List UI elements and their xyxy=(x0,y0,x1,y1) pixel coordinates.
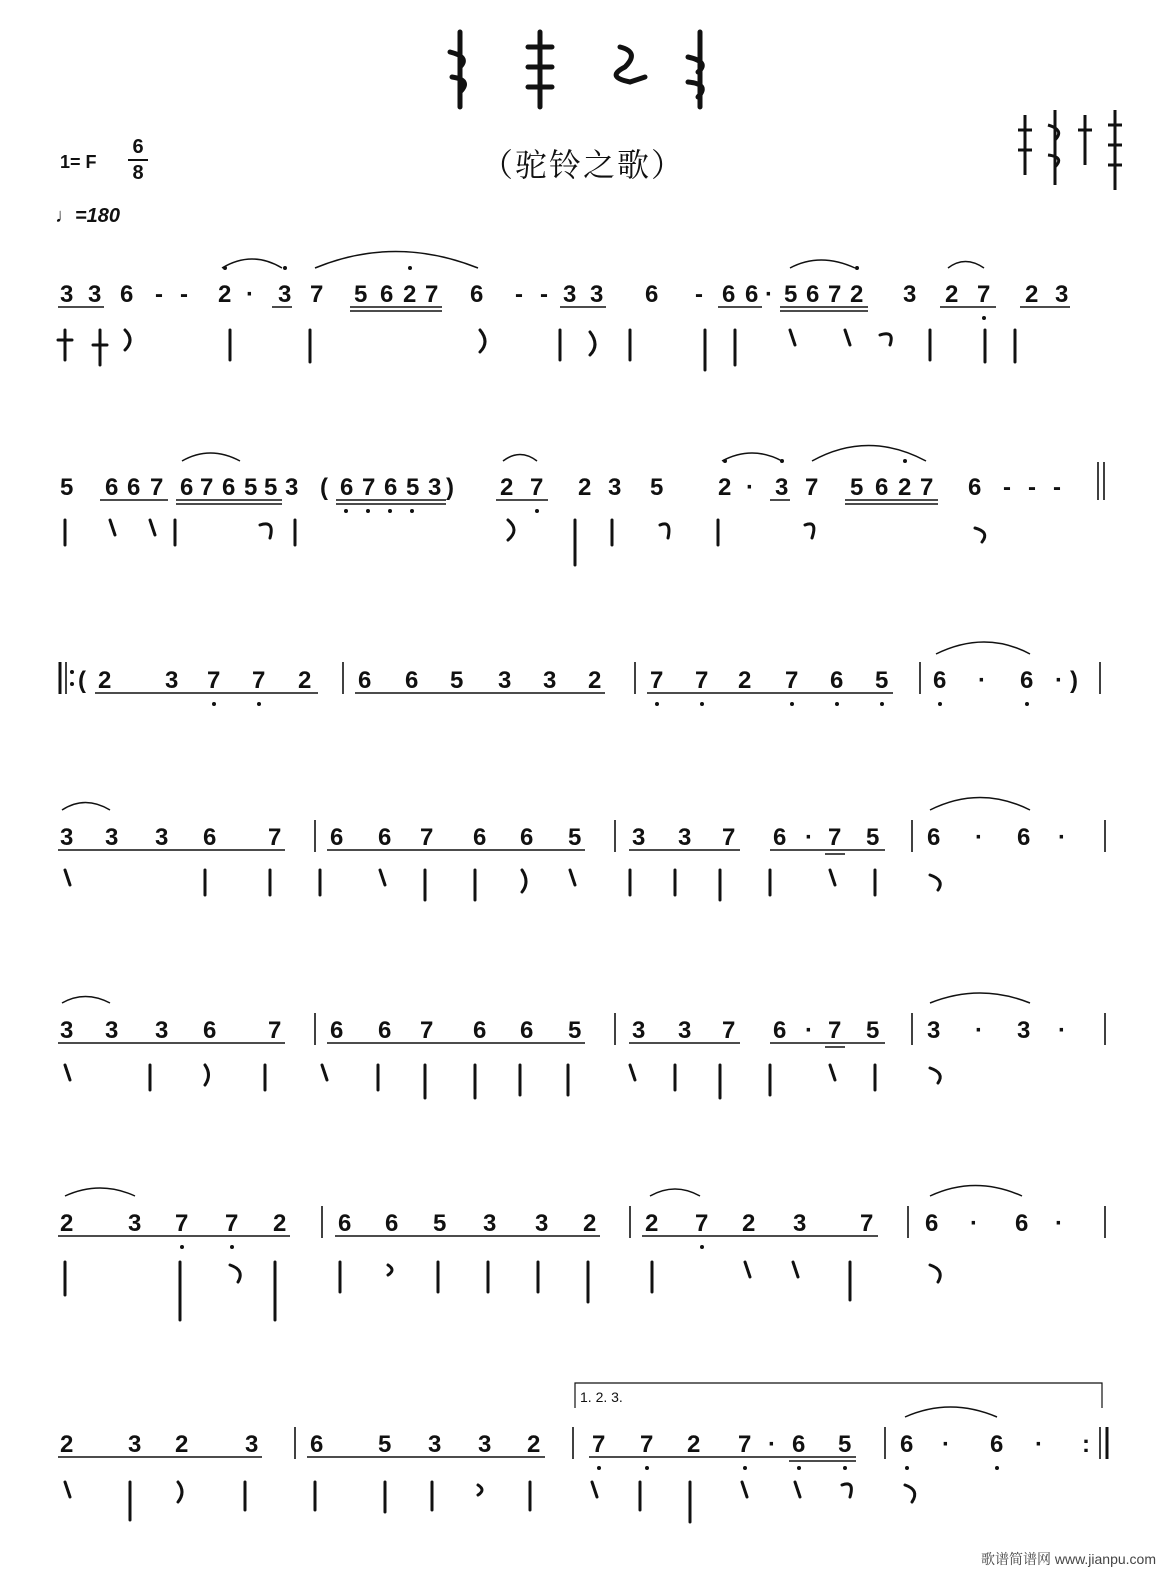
svg-text:3: 3 xyxy=(428,1431,442,1458)
svg-text:3: 3 xyxy=(60,1017,74,1044)
svg-text:3: 3 xyxy=(483,1210,497,1237)
svg-text:2: 2 xyxy=(583,1210,597,1237)
svg-text:6: 6 xyxy=(473,824,487,851)
svg-text:·: · xyxy=(975,824,983,851)
svg-text:3: 3 xyxy=(632,1017,646,1044)
svg-text:6: 6 xyxy=(127,474,141,501)
svg-text:-: - xyxy=(1028,474,1036,501)
svg-text:7: 7 xyxy=(207,667,221,694)
svg-text:6: 6 xyxy=(405,667,419,694)
svg-text:·: · xyxy=(970,1210,978,1237)
svg-text:6: 6 xyxy=(473,1017,487,1044)
svg-text:·: · xyxy=(975,1017,983,1044)
svg-text:3: 3 xyxy=(105,824,119,851)
svg-text:-: - xyxy=(695,281,703,308)
svg-text:2: 2 xyxy=(1025,281,1039,308)
svg-text:6: 6 xyxy=(520,1017,534,1044)
svg-text:·: · xyxy=(768,1431,776,1458)
svg-text:7: 7 xyxy=(592,1431,606,1458)
notation-line-4 xyxy=(60,824,1066,851)
svg-text:5: 5 xyxy=(450,667,464,694)
svg-text:7: 7 xyxy=(650,667,664,694)
notation-line-7 xyxy=(60,1431,1090,1458)
watermark: 歌谱简谱网 www.jianpu.com xyxy=(980,1551,1156,1567)
svg-text:7: 7 xyxy=(425,281,439,308)
svg-text:2: 2 xyxy=(945,281,959,308)
svg-text:3: 3 xyxy=(278,281,292,308)
svg-text:7: 7 xyxy=(828,281,842,308)
svg-text:2: 2 xyxy=(500,474,514,501)
svg-text:·: · xyxy=(1035,1431,1043,1458)
svg-text:6: 6 xyxy=(222,474,236,501)
svg-text:2: 2 xyxy=(60,1210,74,1237)
svg-text:2: 2 xyxy=(60,1431,74,1458)
svg-text:6: 6 xyxy=(990,1431,1004,1458)
svg-text:6: 6 xyxy=(470,281,484,308)
svg-text:6: 6 xyxy=(384,474,398,501)
svg-text:6: 6 xyxy=(330,824,344,851)
svg-text:7: 7 xyxy=(252,667,266,694)
svg-text:6: 6 xyxy=(203,1017,217,1044)
svg-text:·: · xyxy=(746,474,754,501)
svg-text:-: - xyxy=(540,281,548,308)
svg-text:6: 6 xyxy=(1020,667,1034,694)
svg-text:(: ( xyxy=(78,667,86,694)
svg-text:7: 7 xyxy=(977,281,991,308)
svg-text:7: 7 xyxy=(420,1017,434,1044)
notation-line-2 xyxy=(60,474,1061,501)
svg-text:7: 7 xyxy=(420,824,434,851)
svg-text:7: 7 xyxy=(268,1017,282,1044)
svg-text:6: 6 xyxy=(378,1017,392,1044)
svg-text:6: 6 xyxy=(310,1431,324,1458)
svg-text:3: 3 xyxy=(155,824,169,851)
svg-text:5: 5 xyxy=(354,281,368,308)
svg-text:3: 3 xyxy=(155,1017,169,1044)
svg-text:6: 6 xyxy=(180,474,194,501)
notation-line-5 xyxy=(60,1017,1066,1044)
svg-text:-: - xyxy=(515,281,523,308)
svg-text:2: 2 xyxy=(718,474,732,501)
svg-text:): ) xyxy=(446,474,454,501)
svg-text:·: · xyxy=(765,281,773,308)
svg-text:6: 6 xyxy=(773,824,787,851)
svg-text:6: 6 xyxy=(745,281,759,308)
svg-text:6: 6 xyxy=(340,474,354,501)
svg-text:7: 7 xyxy=(722,824,736,851)
svg-text:-: - xyxy=(180,281,188,308)
svg-text:-: - xyxy=(1003,474,1011,501)
svg-text:6: 6 xyxy=(105,474,119,501)
svg-text:3: 3 xyxy=(903,281,917,308)
svg-text:6: 6 xyxy=(1017,824,1031,851)
svg-text:6: 6 xyxy=(773,1017,787,1044)
svg-text:·: · xyxy=(246,281,254,308)
svg-text:3: 3 xyxy=(1017,1017,1031,1044)
volta-label: 1. 2. 3. xyxy=(580,1389,623,1405)
svg-text:3: 3 xyxy=(678,1017,692,1044)
svg-text:5: 5 xyxy=(378,1431,392,1458)
svg-text:3: 3 xyxy=(128,1431,142,1458)
svg-text:2: 2 xyxy=(687,1431,701,1458)
svg-text:2: 2 xyxy=(588,667,602,694)
svg-text:6: 6 xyxy=(385,1210,399,1237)
svg-text:·: · xyxy=(1055,667,1063,694)
svg-text:6: 6 xyxy=(968,474,982,501)
svg-text:2: 2 xyxy=(403,281,417,308)
svg-text:7: 7 xyxy=(860,1210,874,1237)
svg-text:3: 3 xyxy=(563,281,577,308)
svg-text:6: 6 xyxy=(338,1210,352,1237)
svg-text:·: · xyxy=(942,1431,950,1458)
svg-text:6: 6 xyxy=(520,824,534,851)
svg-text:5: 5 xyxy=(784,281,798,308)
svg-text:6: 6 xyxy=(203,824,217,851)
svg-text:6: 6 xyxy=(645,281,659,308)
svg-text:7: 7 xyxy=(920,474,934,501)
svg-text:3: 3 xyxy=(285,474,299,501)
svg-text:3: 3 xyxy=(543,667,557,694)
svg-text:2: 2 xyxy=(273,1210,287,1237)
svg-text:2: 2 xyxy=(98,667,112,694)
svg-text:·: · xyxy=(978,667,986,694)
svg-text:5: 5 xyxy=(264,474,278,501)
svg-text:2: 2 xyxy=(742,1210,756,1237)
svg-text:7: 7 xyxy=(738,1431,752,1458)
svg-text:3: 3 xyxy=(927,1017,941,1044)
svg-text:3: 3 xyxy=(88,281,102,308)
tempo-marking: ♩=180 xyxy=(55,205,121,227)
time-signature-bottom: 8 xyxy=(132,162,144,184)
svg-text:6: 6 xyxy=(927,824,941,851)
svg-text:3: 3 xyxy=(632,824,646,851)
svg-text:-: - xyxy=(1053,474,1061,501)
svg-text:7: 7 xyxy=(785,667,799,694)
svg-text:5: 5 xyxy=(406,474,420,501)
svg-text:5: 5 xyxy=(838,1431,852,1458)
svg-text:6: 6 xyxy=(1015,1210,1029,1237)
svg-text:3: 3 xyxy=(1055,281,1069,308)
svg-text:3: 3 xyxy=(775,474,789,501)
notation-line-1 xyxy=(60,281,1068,308)
svg-text::: : xyxy=(1082,1431,1090,1458)
svg-text:5: 5 xyxy=(433,1210,447,1237)
svg-text:7: 7 xyxy=(268,824,282,851)
svg-text:5: 5 xyxy=(866,1017,880,1044)
svg-text:6: 6 xyxy=(830,667,844,694)
svg-text:5: 5 xyxy=(60,474,74,501)
notation-line-3 xyxy=(78,667,1078,694)
svg-text:3: 3 xyxy=(428,474,442,501)
svg-text:2: 2 xyxy=(850,281,864,308)
svg-text:6: 6 xyxy=(925,1210,939,1237)
svg-text:·: · xyxy=(1055,1210,1063,1237)
svg-text:6: 6 xyxy=(358,667,372,694)
svg-text:5: 5 xyxy=(650,474,664,501)
svg-text:3: 3 xyxy=(590,281,604,308)
svg-text:6: 6 xyxy=(378,824,392,851)
svg-text:6: 6 xyxy=(120,281,134,308)
svg-text:7: 7 xyxy=(200,474,214,501)
svg-text:·: · xyxy=(1058,1017,1066,1044)
song-title: （驼铃之歌） xyxy=(480,146,685,184)
svg-text:7: 7 xyxy=(695,1210,709,1237)
svg-text:2: 2 xyxy=(645,1210,659,1237)
svg-text:7: 7 xyxy=(310,281,324,308)
svg-text:6: 6 xyxy=(722,281,736,308)
svg-text:2: 2 xyxy=(527,1431,541,1458)
svg-text:7: 7 xyxy=(362,474,376,501)
svg-text:7: 7 xyxy=(175,1210,189,1237)
svg-text:7: 7 xyxy=(150,474,164,501)
svg-text:5: 5 xyxy=(875,667,889,694)
svg-text:7: 7 xyxy=(530,474,544,501)
svg-text:6: 6 xyxy=(330,1017,344,1044)
svg-text:3: 3 xyxy=(478,1431,492,1458)
svg-text:6: 6 xyxy=(875,474,889,501)
svg-text:3: 3 xyxy=(60,281,74,308)
svg-text:7: 7 xyxy=(722,1017,736,1044)
svg-text:3: 3 xyxy=(60,824,74,851)
svg-text:): ) xyxy=(1070,667,1078,694)
svg-text:6: 6 xyxy=(933,667,947,694)
svg-text:5: 5 xyxy=(568,824,582,851)
time-signature-top: 6 xyxy=(132,136,144,158)
svg-text:3: 3 xyxy=(128,1210,142,1237)
svg-text:3: 3 xyxy=(105,1017,119,1044)
svg-text:6: 6 xyxy=(900,1431,914,1458)
svg-text:2: 2 xyxy=(578,474,592,501)
svg-text:7: 7 xyxy=(828,824,842,851)
svg-text:7: 7 xyxy=(225,1210,239,1237)
svg-text:-: - xyxy=(155,281,163,308)
svg-text:3: 3 xyxy=(165,667,179,694)
svg-text:·: · xyxy=(1058,824,1066,851)
svg-text:2: 2 xyxy=(298,667,312,694)
svg-text:5: 5 xyxy=(850,474,864,501)
svg-text:2: 2 xyxy=(218,281,232,308)
svg-text:5: 5 xyxy=(244,474,258,501)
svg-text:5: 5 xyxy=(568,1017,582,1044)
svg-text:3: 3 xyxy=(498,667,512,694)
svg-text:3: 3 xyxy=(535,1210,549,1237)
svg-text:7: 7 xyxy=(695,667,709,694)
svg-text:·: · xyxy=(805,824,813,851)
svg-text:(: ( xyxy=(320,474,328,501)
svg-text:2: 2 xyxy=(738,667,752,694)
notation-line-6 xyxy=(60,1210,1063,1237)
mongolian-lyrics-icon xyxy=(58,330,1015,1522)
svg-text:3: 3 xyxy=(793,1210,807,1237)
svg-text:5: 5 xyxy=(866,824,880,851)
svg-text:6: 6 xyxy=(380,281,394,308)
svg-text:7: 7 xyxy=(828,1017,842,1044)
svg-text:3: 3 xyxy=(678,824,692,851)
svg-text:2: 2 xyxy=(175,1431,189,1458)
svg-text:2: 2 xyxy=(898,474,912,501)
key-signature: 1= F xyxy=(60,152,97,172)
svg-text:7: 7 xyxy=(640,1431,654,1458)
svg-text:3: 3 xyxy=(245,1431,259,1458)
svg-text:·: · xyxy=(805,1017,813,1044)
svg-text:3: 3 xyxy=(608,474,622,501)
svg-text:6: 6 xyxy=(792,1431,806,1458)
svg-text:7: 7 xyxy=(805,474,819,501)
svg-text:6: 6 xyxy=(806,281,820,308)
